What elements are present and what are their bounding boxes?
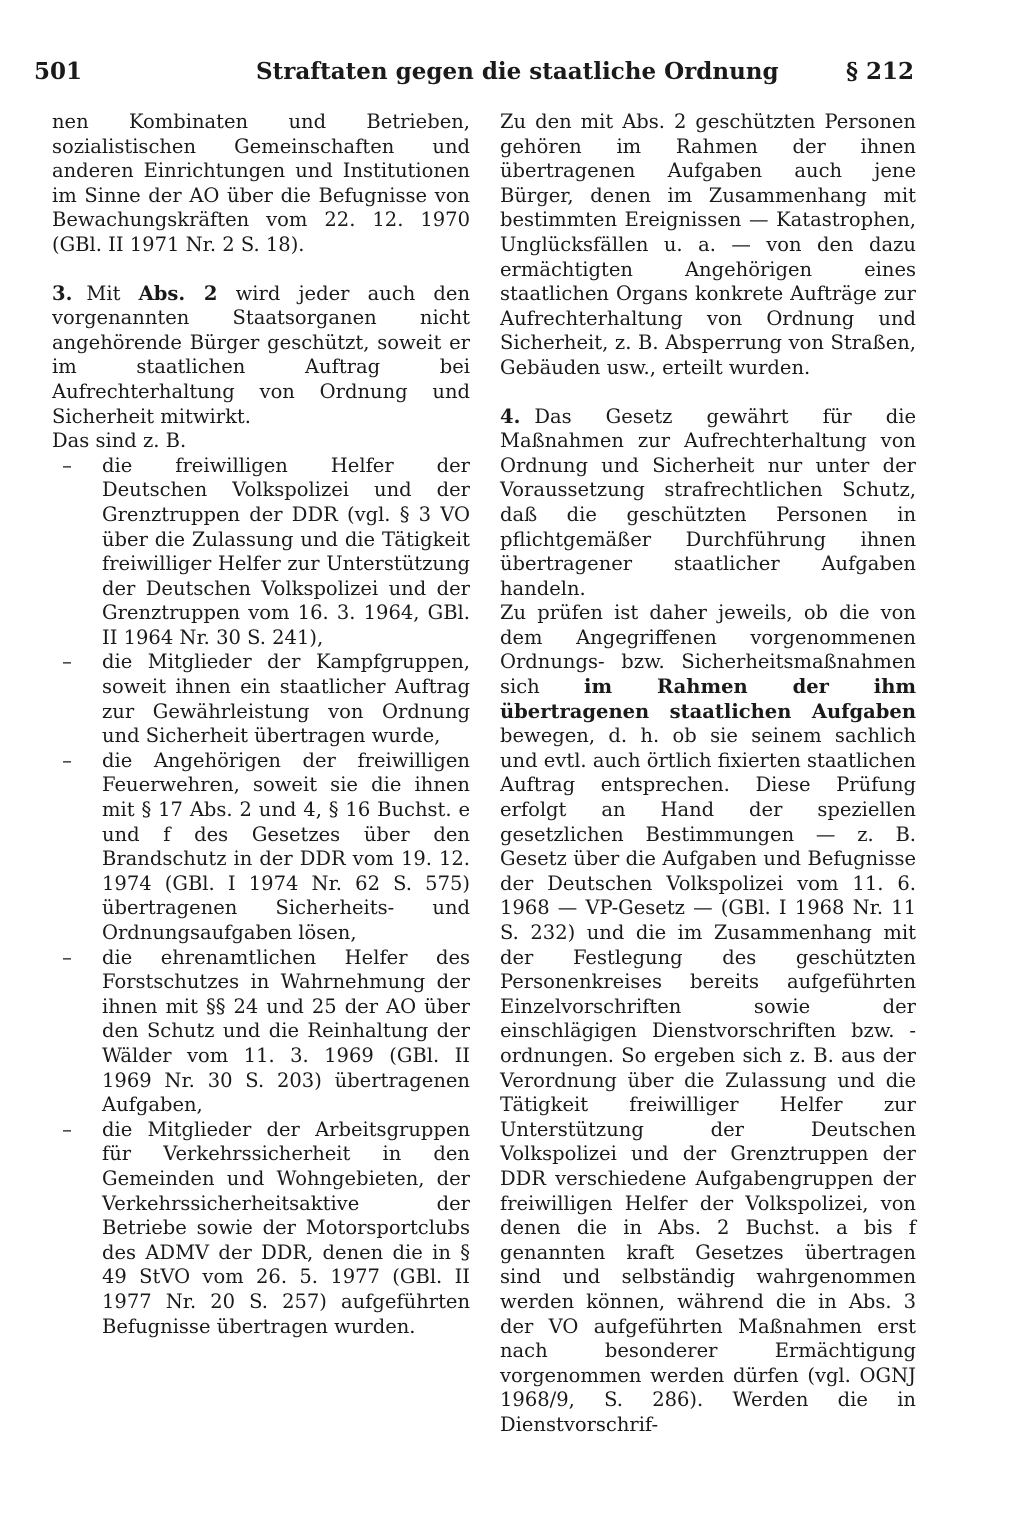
left-column [52,110,470,1339]
right-column [500,110,916,1437]
list-item [62,945,470,1118]
list-item-text: die freiwilligen Helfer der Deutschen Volkspolizei und der Grenztruppen der DDR (vgl. § 3 VO über die Zulassung und die Tätigkeit freiwilliger Helfer zur Unterstützung der Deutschen Volkspolizei und der Grenztruppen vom 16. 3. 1964, GBl. II 1964 Nr. 30 S. 241), [102,453,470,649]
paragraph-4 [500,405,916,602]
list-item-text: die Mitglieder der Arbeitsgruppen für Verkehrssicherheit in den Gemeinden und Wohngebieten, der Verkehrssicherheitsaktive der Betriebe sowie der Motorsportclubs des ADMV der DDR, denen die in § 49 StVO vom 26. 5. 1977 (GBl. II 1977 Nr. 20 S. 257) aufgeführten Befugnisse übertragen wurden. [102,1117,470,1338]
paragraph-number: 4. [500,404,521,428]
list-item [62,650,470,748]
list-item-text: die ehrenamtlichen Helfer des Forstschutzes in Wahrnehmung der ihnen mit §§ 24 und 25 der AO über den Schutz und die Reinhaltung der Wälder vom 11. 3. 1969 (GBl. II 1969 Nr. 30 S. 203) übertragenen Aufgaben, [102,945,470,1117]
paragraph-emphasis: im Rahmen der ihm übertragenen staatlichen Aufgaben [500,675,916,723]
paragraph-text: Das Gesetz gewährt für die Maßnahmen zur Aufrechterhaltung von Ordnung und Sicherheit nur unter der Voraussetzung strafrechtlichen Schutz, daß die geschützten Personen in pflichtgemäßer Durchführung ihnen übertragener staatlicher Aufgaben handeln. [500,404,916,600]
list-item [62,748,470,946]
list-item-text: die Mitglieder der Kampfgruppen, soweit ihnen ein staatlicher Auftrag zur Gewährleistung von Ordnung und Sicherheit übertragen wurde, [102,650,470,748]
paragraph-examination [500,601,916,1437]
paragraph-protected-persons: Zu den mit Abs. 2 geschützten Personen gehören im Rahmen der ihnen übertragenen Aufgaben auch jene Bürger, denen im Zusammenhang mit bestimmten Ereignissen — Katastrophen, Unglücksfällen u. a. — von den dazu ermächtigten Angehörigen eines staatlichen Organs konkrete Aufträge zur Aufrechterhaltung von Ordnung und Sicherheit, z. B. Absperrung von Straßen, Gebäuden usw., erteilt wurden. [500,110,916,379]
paragraph-continuation: nen Kombinaten und Betrieben, sozialistischen Gemeinschaften und anderen Einrichtungen und Institutionen im Sinne der AO über die Befugnisse von Bewachungskräften vom 22. 12. 1970 (GBl. II 1971 Nr. 2 S. 18). [52,110,470,256]
list-item [62,453,470,651]
dash-list [62,453,470,1339]
paragraph-3 [52,282,470,430]
dash-marker: – [62,650,72,674]
paragraph-text: bewegen, d. h. ob sie seinem sachlich und evtl. auch örtlich fixierten staatlichen Auftrag entsprechen. Diese Prüfung erfolgt an Hand der speziellen gesetzlichen Bestimmungen — z. B. Gesetz über die Aufgaben und Befugnisse der Deutschen Volkspolizei vom 11. 6. 1968 — VP-Gesetz — (GBl. I 1968 Nr. 11 S. 232) und die im Zusammenhang mit der Festlegung des geschützten Personenkreises bereits aufgeführten Einzelvorschriften sowie der einschlägigen Dienstvorschriften bzw. -ordnungen. So ergeben sich z. B. aus der Verordnung über die Zulassung und die Tätigkeit freiwilliger Helfer zur Unterstützung der Deutschen Volkspolizei und der Grenztruppen der DDR verschiedene Aufgabengruppen der freiwilligen Helfer der Volkspolizei, von denen die in Abs. 2 Buchst. a bis f genannten kraft Gesetzes übertragen sind und selbständig wahrgenommen werden können, während die in Abs. 3 der VO aufgeführten Maßnahmen erst nach besonderer Ermächtigung vorgenommen werden dürfen (vgl. OGNJ 1968/9, S. 286). Werden die in Dienstvorschrif- [500,724,916,1436]
dash-marker: – [62,453,72,477]
section-mark: § 212 [845,58,914,85]
paragraph-emphasis: Abs. 2 [138,281,218,305]
page-number: 501 [34,58,83,85]
running-title: Straftaten gegen die staatliche Ordnung [256,58,779,85]
paragraph-text: Mit [86,281,139,305]
dash-marker: – [62,748,72,772]
paragraph-text: wird jeder auch den vorgenannten Staatsorganen nicht angehörende Bürger geschützt, soweit er im staatlichen Auftrag bei Aufrechterhaltung von Ordnung und Sicherheit mitwirkt. [52,281,471,428]
paragraph-text: Zu prüfen ist daher jeweils, ob die von dem Angegriffenen vorgenommenen Ordnungs- bzw. Sicherheitsmaßnahmen sich [500,601,916,699]
list-item-text: die Angehörigen der freiwilligen Feuerwehren, soweit sie die ihnen mit § 17 Abs. 2 und 4, § 16 Buchst. e und f des Gesetzes über den Brandschutz in der DDR vom 19. 12. 1974 (GBl. I 1974 Nr. 62 S. 575) übertragenen Sicherheits- und Ordnungsaufgaben lösen, [102,748,470,944]
page-header [34,58,914,94]
paragraph-number: 3. [52,281,73,305]
dash-marker: – [62,945,72,969]
dash-marker: – [62,1117,72,1141]
list-intro: Das sind z. B. [52,429,187,453]
list-item [62,1117,470,1339]
